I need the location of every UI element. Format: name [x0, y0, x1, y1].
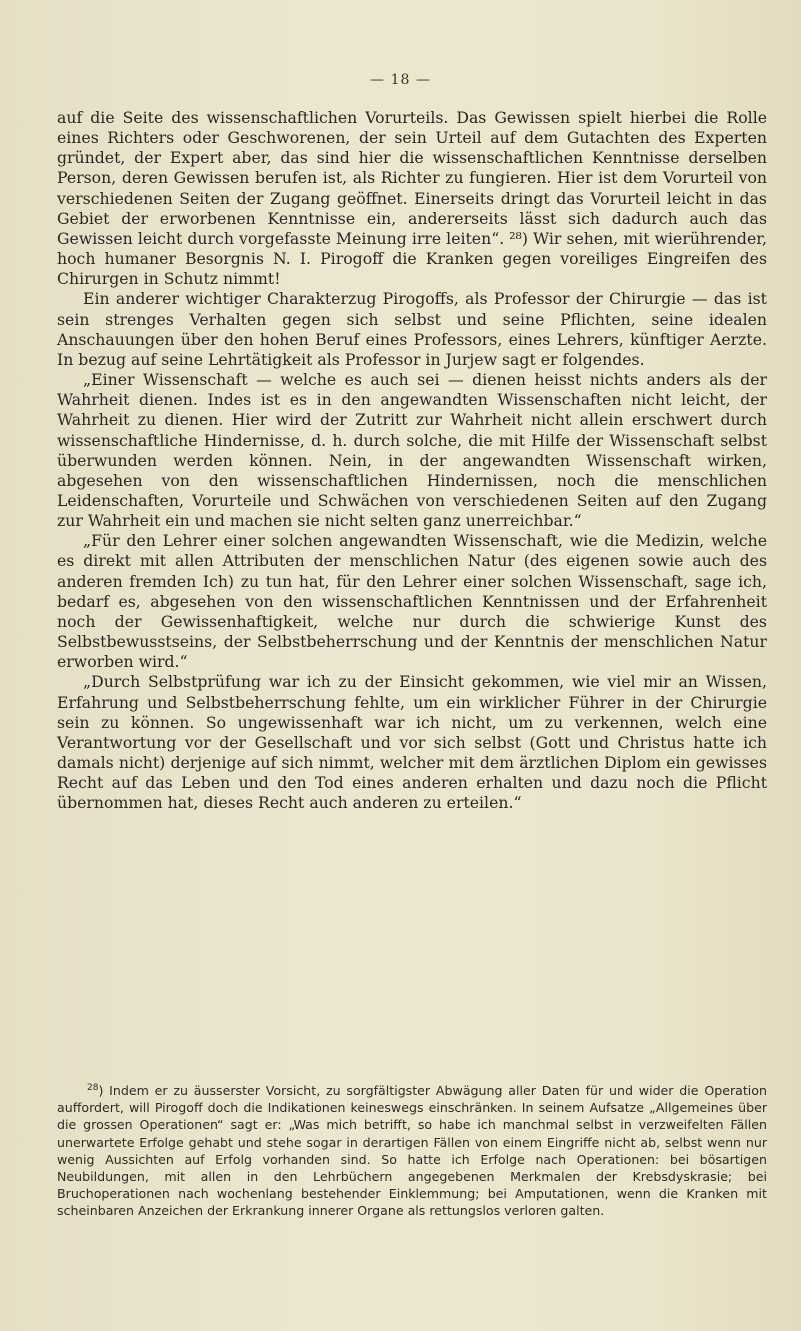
- paragraph-1: auf die Seite des wissenschaftlichen Vorurteils. Das Gewissen spielt hierbei die Rolle eines Richters oder Geschworenen, der sein Urteil auf dem Gutachten des Experten gründet, der Expert aber, das sind hier die wissenschaftlichen Kenntnisse derselben Person, deren Gewissen berufen ist, als Richter zu fungieren. Hier ist dem Vorurteil von verschiedenen Seiten der Zugang geöffnet. Einerseits dringt das Vorurteil leicht in das Gebiet der erworbenen Kenntnisse ein, andererseits lässt sich dadurch auch das Gewissen leicht durch vorgefasste Meinung irre leiten“. ²⁸) Wir sehen, mit wierührender, hoch humaner Besorgnis N. I. Pirogoff die Kranken gegen voreiliges Eingreifen des Chirurgen in Schutz nimmt!: [57, 108, 767, 289]
- page-number: — 18 —: [370, 72, 431, 88]
- paragraph-2: Ein anderer wichtiger Charakterzug Pirogoffs, als Professor der Chirurgie — das ist sein strenges Verhalten gegen sich selbst und seine Pflichten, seine idealen Anschauungen über den hohen Beruf eines Professors, eines Lehrers, künftiger Aerzte. In bezug auf seine Lehrtätigkeit als Professor in Jurjew sagt er folgendes.: [57, 289, 767, 369]
- paragraph-4: „Für den Lehrer einer solchen angewandten Wissenschaft, wie die Medizin, welche es direkt mit allen Attributen der menschlichen Natur (des eigenen sowie auch des anderen fremden Ich) zu tun hat, für den Lehrer einer solchen Wissenschaft, sage ich, bedarf es, abgesehen von den wissenschaftlichen Kenntnissen und der Erfahrenheit noch der Gewissenhaftigkeit, welche nur durch die schwierige Kunst des Selbstbewusstseins, der Selbstbeherrschung und der Kenntnis der menschlichen Natur erworben wird.“: [57, 531, 767, 672]
- footnote-text: Indem er zu äusserster Vorsicht, zu sorgfältigster Abwägung aller Daten für und wider die Operation auffordert, will Pirogoff doch die Indikationen keineswegs einschränken. In seinem Aufsatze „Allgemeines über die grossen Operationen“ sagt er: „Was mich betrifft, so habe ich manchmal selbst in verzweifelten Fällen unerwartete Erfolge gehabt und stehe sogar in derartigen Fällen von einem Eingriffe nicht ab, selbst wenn nur wenig Aussichten auf Erfolg vorhanden sind. So hatte ich Erfolge nach Operationen: bei bösartigen Neubildungen, mit allen in den Lehrbüchern angegebenen Merkmalen der Krebsdyskrasie; bei Bruchoperationen nach wochenlang bestehender Einklemmung; bei Amputationen, wenn die Kranken mit scheinbaren Anzeichen der Erkrankung innerer Organe als rettungslos verloren galten.: [57, 1083, 767, 1219]
- footnote-paragraph: [57, 1082, 767, 1220]
- paragraph-3: „Einer Wissenschaft — welche es auch sei — dienen heisst nichts anders als der Wahrheit dienen. Indes ist es in den angewandten Wissenschaften nicht leicht, der Wahrheit zu dienen. Hier wird der Zutritt zur Wahrheit nicht allein erschwert durch wissenschaftliche Hindernisse, d. h. durch solche, die mit Hilfe der Wissenschaft selbst überwunden werden können. Nein, in der angewandten Wissenschaft wirken, abgesehen von den wissenschaftlichen Hindernissen, noch die menschlichen Leidenschaften, Vorurteile und Schwächen von verschiedenen Seiten auf den Zugang zur Wahrheit ein und machen sie nicht selten ganz unerreichbar.“: [57, 370, 767, 531]
- main-text: [57, 108, 767, 813]
- footnote: [57, 1082, 767, 1220]
- footnote-mark-paren: ): [98, 1083, 110, 1098]
- paragraph-5: „Durch Selbstprüfung war ich zu der Einsicht gekommen, wie viel mir an Wissen, Erfahrung und Selbstbeherrschung fehlte, um ein wirklicher Führer in der Chirurgie sein zu können. So ungewissenhaft war ich nicht, um zu verkennen, welch eine Verantwortung vor der Gesellschaft und vor sich selbst (Gott und Christus hatte ich damals nicht) derjenige auf sich nimmt, welcher mit dem ärztlichen Diplom ein gewisses Recht auf das Leben und den Tod eines anderen erhalten und dazu noch die Pflicht übernommen hat, dieses Recht auch anderen zu erteilen.“: [57, 672, 767, 813]
- footnote-mark: 28: [87, 1082, 99, 1093]
